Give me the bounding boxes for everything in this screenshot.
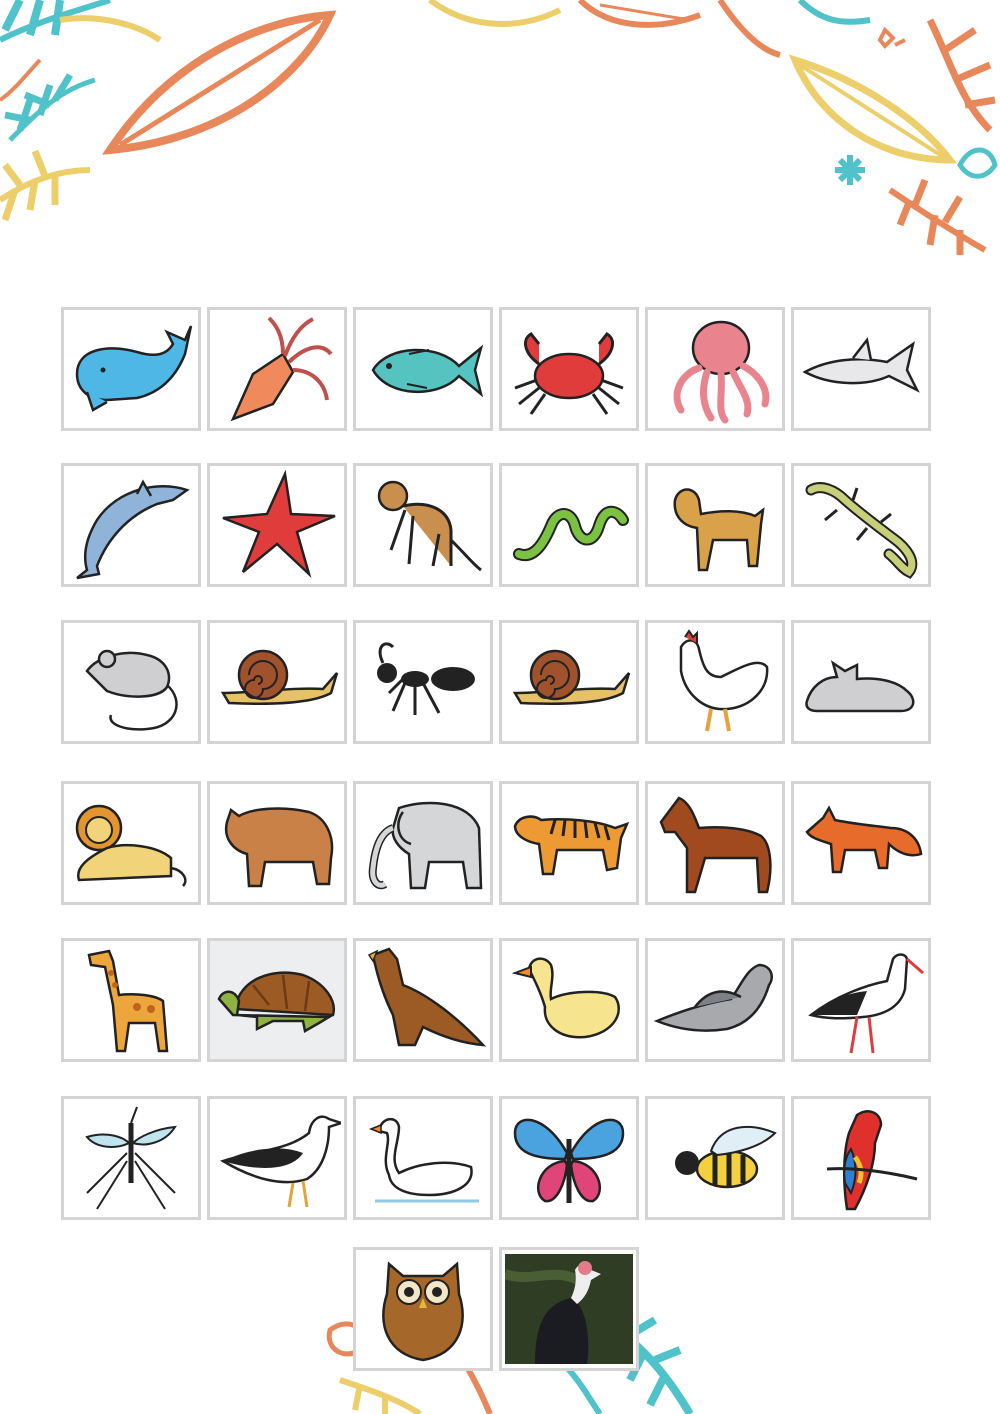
- animal-card-lion: [61, 781, 201, 905]
- animal-card-stork: [791, 938, 931, 1062]
- butterfly-icon: [505, 1103, 633, 1213]
- animal-card-dolphin: [61, 463, 201, 587]
- animal-card-tiger: [499, 781, 639, 905]
- tiger-icon: [505, 788, 633, 898]
- animal-card-pigeon: [645, 938, 785, 1062]
- lion-icon: [67, 788, 195, 898]
- animal-card-mosquito: [61, 1096, 201, 1220]
- monkey-icon: [359, 470, 487, 580]
- horse-icon: [651, 788, 779, 898]
- seagull-icon: [213, 1103, 341, 1213]
- shark-icon: [797, 314, 925, 424]
- animal-card-shark: [791, 307, 931, 431]
- snake-icon: [505, 470, 633, 580]
- animal-card-butterfly: [499, 1096, 639, 1220]
- animal-card-dog: [645, 463, 785, 587]
- animal-card-vulture: [499, 1247, 639, 1371]
- animal-card-snail-2: [499, 620, 639, 744]
- animal-card-squid: [207, 307, 347, 431]
- animal-card-horse: [645, 781, 785, 905]
- animal-card-monkey: [353, 463, 493, 587]
- dolphin-icon: [67, 470, 195, 580]
- pigeon-icon: [651, 945, 779, 1055]
- owl-icon: [359, 1254, 487, 1364]
- vulture-icon: [505, 1254, 633, 1364]
- animal-card-duck: [499, 938, 639, 1062]
- fox-icon: [797, 788, 925, 898]
- bear-icon: [213, 788, 341, 898]
- animal-card-starfish: [207, 463, 347, 587]
- animal-card-cat: [791, 620, 931, 744]
- crab-icon: [505, 314, 633, 424]
- animal-card-fox: [791, 781, 931, 905]
- animal-card-fish: [353, 307, 493, 431]
- snail-icon: [213, 627, 341, 737]
- animal-card-snail: [207, 620, 347, 744]
- animal-card-bear: [207, 781, 347, 905]
- animal-card-elephant: [353, 781, 493, 905]
- ant-icon: [359, 627, 487, 737]
- mosquito-icon: [67, 1103, 195, 1213]
- animal-card-seagull: [207, 1096, 347, 1220]
- animal-card-swan: [353, 1096, 493, 1220]
- hen-icon: [651, 627, 779, 737]
- giraffe-icon: [67, 945, 195, 1055]
- stork-icon: [797, 945, 925, 1055]
- swan-icon: [359, 1103, 487, 1213]
- mouse-icon: [67, 627, 195, 737]
- duck-icon: [505, 945, 633, 1055]
- whale-icon: [67, 314, 195, 424]
- animal-card-giraffe: [61, 938, 201, 1062]
- starfish-icon: [213, 470, 341, 580]
- animal-card-eagle: [353, 938, 493, 1062]
- octopus-icon: [651, 314, 779, 424]
- snail-icon: [505, 627, 633, 737]
- squid-icon: [213, 314, 341, 424]
- animal-card-whale: [61, 307, 201, 431]
- turtle-icon: [213, 945, 341, 1055]
- animal-card-crab: [499, 307, 639, 431]
- animal-card-mouse: [61, 620, 201, 744]
- lizard-icon: [797, 470, 925, 580]
- parrot-icon: [797, 1103, 925, 1213]
- animal-card-snake: [499, 463, 639, 587]
- animal-card-hen: [645, 620, 785, 744]
- dog-icon: [651, 470, 779, 580]
- bee-icon: [651, 1103, 779, 1213]
- animal-card-owl: [353, 1247, 493, 1371]
- fish-icon: [359, 314, 487, 424]
- animal-card-ant: [353, 620, 493, 744]
- animal-card-parrot: [791, 1096, 931, 1220]
- animal-card-turtle: [207, 938, 347, 1062]
- animal-card-bee: [645, 1096, 785, 1220]
- animal-card-lizard: [791, 463, 931, 587]
- cat-icon: [797, 627, 925, 737]
- eagle-icon: [359, 945, 487, 1055]
- elephant-icon: [359, 788, 487, 898]
- animal-card-octopus: [645, 307, 785, 431]
